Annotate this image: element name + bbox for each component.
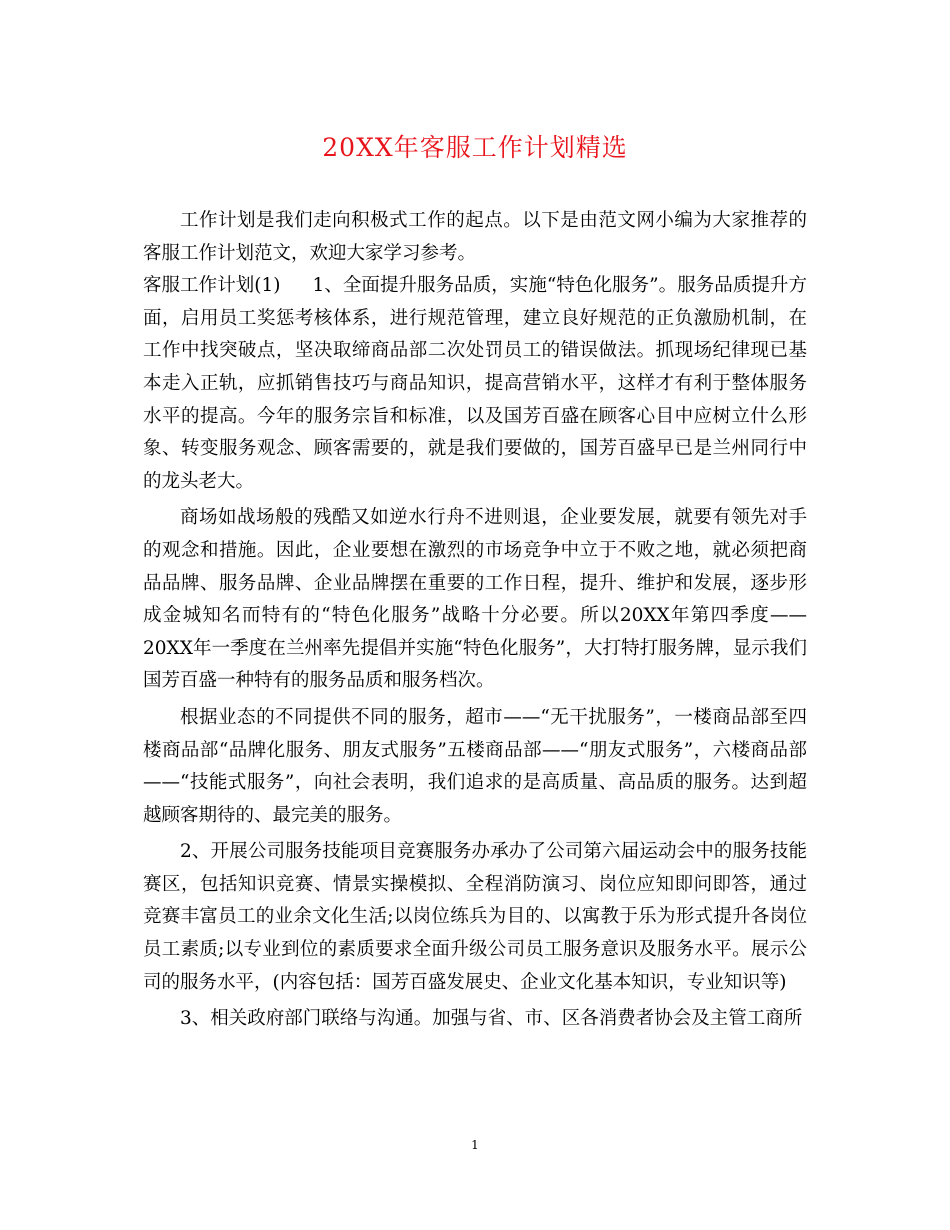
paragraph-plan-3: 3、相关政府部门联络与沟通。加强与省、市、区各消费者协会及主管工商所 [180,1008,803,1030]
paragraph-competition: 商场如战场般的残酷又如逆水行舟不进则退，企业要发展，就要有领先对手的观念和措施。因此，企业要想在激烈的市场竞争中立于不败之地，就必须把商品品牌、服务品牌、企业品牌摆在重要的工作日程，提升、维护和发展，逐步形成金城知名而特有的“特色化服务”战略十分必要。所以20XX年第四季度——20XX年一季度在兰州率先提倡并实施“特色化服务”，大打特打服务牌，显示我们国芳百盛一种特有的服务品质和服务档次。 [143,507,807,692]
paragraph-plan-1 [143,270,807,498]
document-body [143,205,807,1036]
paragraph-intro: 工作计划是我们走向积极式工作的起点。以下是由范文网小编为大家推荐的客服工作计划范文，欢迎大家学习参考。 [143,210,807,264]
plan-item-1-text: 1、全面提升服务品质，实施“特色化服务”。服务品质提升方面，启用员工奖惩考核体系，进行规范管理，建立良好规范的正负激励机制，在工作中找突破点，坚决取缔商品部二次处罚员工的错误做法。抓现场纪律现已基本走入正轨，应抓销售技巧与商品知识，提高营销水平，这样才有利于整体服务水平的提高。今年的服务宗旨和标准，以及国芳百盛在顾客心目中应树立什么形象、转变服务观念、顾客需要的，就是我们要做的，国芳百盛早已是兰州同行中的龙头老大。 [143,275,807,492]
plan-label: 客服工作计划(1) [143,275,281,297]
document-title: 20XX年客服工作计划精选 [322,133,628,162]
page-number: 1 [471,1138,479,1152]
paragraph-service-types: 根据业态的不同提供不同的服务，超市——“无干扰服务”，一楼商品部至四楼商品部“品牌化服务、朋友式服务”五楼商品部——“朋友式服务”，六楼商品部——“技能式服务”，向社会表明，我们追求的是高质量、高品质的服务。达到超越顾客期待的、最完美的服务。 [143,706,807,826]
paragraph-plan-2: 2、开展公司服务技能项目竞赛服务办承办了公司第六届运动会中的服务技能赛区，包括知识竞赛、情景实操模拟、全程消防演习、岗位应知即问即答，通过竞赛丰富员工的业余文化生活;以岗位练兵为目的、以寓教于乐为形式提升各岗位员工素质;以专业到位的素质要求全面升级公司员工服务意识及服务水平。展示公司的服务水平，(内容包括：国芳百盛发展史、企业文化基本知识，专业知识等) [143,841,807,993]
